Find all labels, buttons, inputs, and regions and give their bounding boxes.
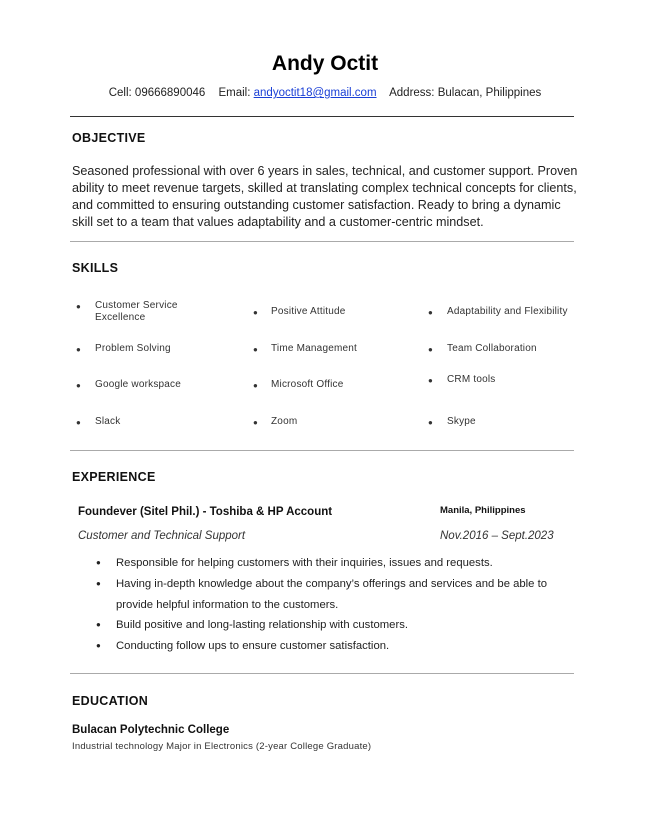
bullet-icon: ● xyxy=(253,381,258,390)
responsibilities-list xyxy=(96,553,586,657)
skill-item: Zoom xyxy=(271,416,298,427)
objective-divider xyxy=(70,241,574,242)
skill-item: Skype xyxy=(447,416,476,427)
objective-text: Seasoned professional with over 6 years in sales, technical, and customer support. Proven ability to meet revenue targets, skilled at translating complex technical concepts for clients, and committed to ensuring outstanding customer satisfaction. Ready to bring a dynamic skill set to a team that values adaptability and a customer-centric mindset. xyxy=(72,164,578,229)
address-value: Bulacan, Philippines xyxy=(437,87,542,99)
skill-item: Google workspace xyxy=(95,379,182,390)
skill-item: Team Collaboration xyxy=(447,343,537,354)
objective-heading: OBJECTIVE xyxy=(72,131,146,145)
list-item: ● Build positive and long-lasting relationship with customers. xyxy=(96,615,586,636)
job-dates: Nov.2016 – Sept.2023 xyxy=(440,530,554,542)
skills-heading: SKILLS xyxy=(72,261,119,275)
list-item: ● Conducting follow ups to ensure customer satisfaction. xyxy=(96,636,586,657)
skill-item: Slack xyxy=(95,416,121,427)
skill-item: Positive Attitude xyxy=(271,306,346,317)
skill-item: Time Management xyxy=(271,343,357,354)
cell-number: 09666890046 xyxy=(134,87,206,99)
job-role: Customer and Technical Support xyxy=(78,530,246,542)
email-label: Email: xyxy=(218,87,251,99)
skill-item: Customer Service Excellence xyxy=(95,300,178,323)
candidate-name: Andy Octit xyxy=(271,52,379,75)
bullet-icon: ● xyxy=(428,418,433,427)
bullet-icon: ● xyxy=(428,376,433,385)
email-link[interactable]: andyoctit18@gmail.com xyxy=(253,87,377,99)
bullet-icon: ● xyxy=(253,418,258,427)
bullet-icon: ● xyxy=(76,302,81,311)
skills-divider xyxy=(70,450,574,451)
bullet-icon: ● xyxy=(253,345,258,354)
job-location: Manila, Philippines xyxy=(440,505,526,516)
bullet-icon: ● xyxy=(428,345,433,354)
bullet-icon: ● xyxy=(76,418,81,427)
contact-line xyxy=(0,87,650,99)
skill-item: Microsoft Office xyxy=(271,379,344,390)
school-name: Bulacan Polytechnic College xyxy=(72,724,230,736)
bullet-icon: ● xyxy=(76,345,81,354)
address-label: Address: xyxy=(389,87,435,99)
job-company: Foundever (Sitel Phil.) - Toshiba & HP Account xyxy=(78,506,333,518)
skill-item: Problem Solving xyxy=(95,343,171,354)
skill-item: Adaptability and Flexibility xyxy=(447,306,568,317)
experience-heading: EXPERIENCE xyxy=(72,470,156,484)
list-item: ● Having in-depth knowledge about the company’s offerings and services and be able to provide helpful information to the customers. xyxy=(96,574,586,616)
bullet-icon: ● xyxy=(76,381,81,390)
degree-text: Industrial technology Major in Electronics (2-year College Graduate) xyxy=(72,741,372,752)
bullet-icon: ● xyxy=(428,308,433,317)
list-item: ● Responsible for helping customers with their inquiries, issues and requests. xyxy=(96,553,586,574)
header-divider xyxy=(70,116,574,117)
cell-label: Cell: xyxy=(108,87,132,99)
skill-item: CRM tools xyxy=(447,374,496,385)
education-heading: EDUCATION xyxy=(72,694,149,708)
experience-divider xyxy=(70,673,574,674)
bullet-icon: ● xyxy=(253,308,258,317)
